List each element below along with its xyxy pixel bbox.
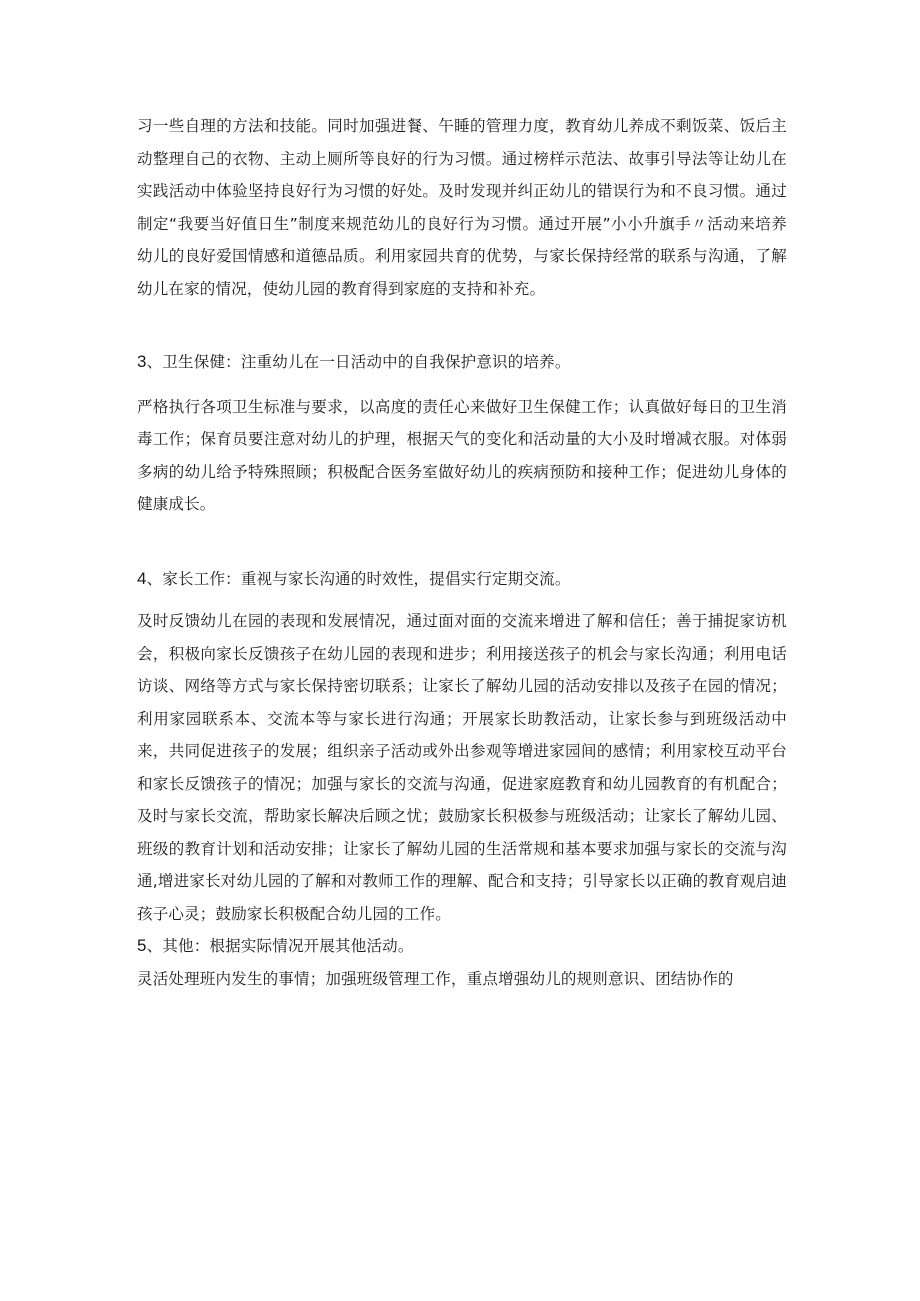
section-3-heading xyxy=(137,346,787,379)
section-4-paragraph: 及时反馈幼儿在园的表现和发展情况，通过面对面的交流来增进了解和信任；善于捕捉家访机会，积极向家长反馈孩子在幼儿园的表现和进步；利用接送孩子的机会与家长沟通；利用电话访谈、网络等方式与家长保持密切联系；让家长了解幼儿园的活动安排以及孩子在园的情况；利用家园联系本、交流本等与家长进行沟通；开展家长助教活动，让家长参与到班级活动中来，共同促进孩子的发展；组织亲子活动或外出参观等增进家园间的感情；利用家校互动平台和家长反馈孩子的情况；加强与家长的交流与沟通，促进家庭教育和幼儿园教育的有机配合；及时与家长交流，帮助家长解决后顾之忧；鼓励家长积极参与班级活动；让家长了解幼儿园、班级的教育计划和活动安排；让家长了解幼儿园的生活常规和基本要求加强与家长的交流与沟通,增进家长对幼儿园的了解和对教师工作的理解、配合和支持；引导家长以正确的教育观启迪孩子心灵；鼓励家长积极配合幼儿园的工作。 xyxy=(137,612,787,923)
section-4-heading xyxy=(137,563,787,596)
section-3-title: 、卫生保健：注重幼儿在一日活动中的自我保护意识的培养。 xyxy=(146,353,571,371)
section-5-paragraph: 灵活处理班内发生的事情；加强班级管理工作，重点增强幼儿的规则意识、团结协作的 xyxy=(137,969,734,988)
section-3-number: 3 xyxy=(137,352,147,371)
section-5-number: 5 xyxy=(137,936,147,955)
intro-paragraph: 习一些自理的方法和技能。同时加强进餐、午睡的管理力度，教育幼儿养成不剩饭菜、饭后主动整理自己的衣物、主动上厕所等良好的行为习惯。通过榜样示范法、故事引导法等让幼儿在实践活动中体验坚持良好行为习惯的好处。及时发现并纠正幼儿的错误行为和不良习惯。通过制定“我要当好值日生”制度来规范幼儿的良好行为习惯。通过开展”小小升旗手〃活动来培养幼儿的良好爱国情感和道德品质。利用家园共育的优势，与家长保持经常的联系与沟通，了解幼儿在家的情况，使幼儿园的教育得到家庭的支持和补充。 xyxy=(137,117,787,298)
section-4-number: 4 xyxy=(137,568,147,588)
document-page xyxy=(137,110,787,995)
section-3-paragraph: 严格执行各项卫生标准与要求，以高度的责任心来做好卫生保健工作；认真做好每日的卫生消毒工作；保育员要注意对幼儿的护理，根据天气的变化和活动量的大小及时增减衣服。对体弱多病的幼儿给予特殊照顾；积极配合医务室做好幼儿的疾病预防和接种工作；促进幼儿身体的健康成长。 xyxy=(137,397,787,513)
section-5-title: 、其他：根据实际情况开展其他活动。 xyxy=(146,937,414,955)
section-4-title: 、家长工作：重视与家长沟通的时效性，提倡实行定期交流。 xyxy=(146,569,571,588)
section-5-heading xyxy=(137,930,787,963)
